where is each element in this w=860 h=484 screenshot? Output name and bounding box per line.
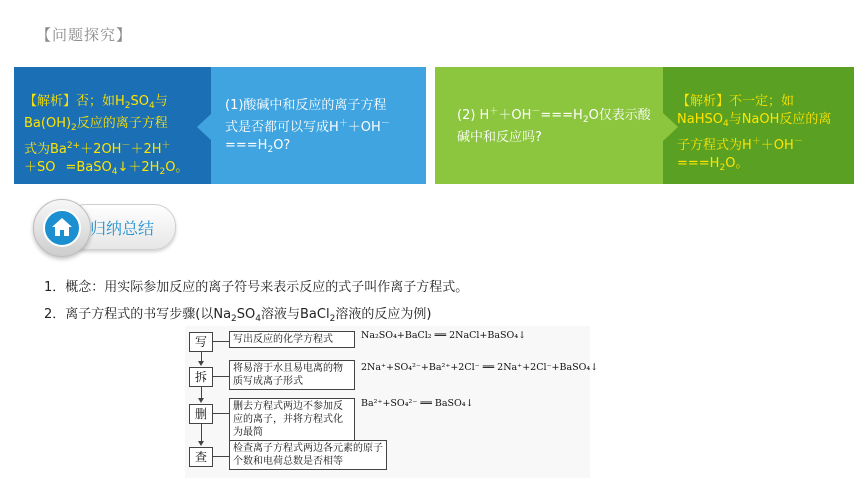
- blue-answer-line-3: 式为$Ba^{2+}+2OH^-+2H^+$: [24, 141, 171, 157]
- blue-answer-panel: [14, 67, 211, 184]
- step-write-desc: 写出反应的化学方程式: [229, 331, 355, 348]
- blue-answer-line-1: 【解析】否；如$H_2SO_4$与: [24, 94, 168, 111]
- step-split-equation: 2Na⁺+SO₄²⁻+Ba²⁺+2Cl⁻ ══ 2Na⁺+2Cl⁻+BaSO₄↓: [361, 362, 599, 373]
- step-write-key: 写: [189, 332, 213, 352]
- step-delete-equation: Ba²⁺+SO₄²⁻ ══ BaSO₄↓: [361, 398, 474, 409]
- blue-card-pointer: [197, 113, 212, 141]
- connector: [212, 413, 229, 414]
- blue-answer-line-4: $+SO =BaSO_4↓+2H_2O$。: [24, 160, 189, 177]
- green-answer-line-4: $===H_2O$。: [677, 156, 749, 173]
- summary-label: 归纳总结: [90, 219, 155, 238]
- section-title: 【问题探究】: [36, 26, 133, 44]
- flow-arrow: [198, 361, 204, 366]
- step-split-desc: 将易溶于水且易电离的物质写成离子形式: [229, 360, 355, 390]
- home-icon: [50, 215, 74, 239]
- steps-intro-line: 2．离子方程式的书写步骤(以$Na_2SO_4$溶液与BaCl$_2$溶液的反应为例): [44, 307, 432, 324]
- blue-question-panel: [211, 67, 426, 184]
- connector: [212, 341, 229, 342]
- step-delete-key: 删: [189, 404, 213, 424]
- green-answer-panel: [663, 67, 854, 184]
- green-card-pointer: [663, 113, 678, 141]
- blue-question-line-3: $===H_2O$?: [225, 138, 291, 155]
- step-delete-desc: 删去方程式两边不参加反应的离子，并将方程式化为最简: [229, 398, 355, 441]
- step-split-key: 拆: [189, 367, 213, 387]
- green-answer-line-1: 【解析】不一定；如: [677, 94, 795, 109]
- step-check-key: 查: [189, 447, 213, 467]
- flow-line: [201, 424, 202, 442]
- green-question-line-1: (2) $H^++OH^-===H_2O$仅表示酸: [457, 107, 651, 125]
- flow-arrow: [198, 441, 204, 446]
- ionic-equation-flowchart: [185, 326, 599, 478]
- concept-line: 1．概念：用实际参加反应的离子符号来表示反应的式子叫作离子方程式。: [44, 280, 469, 295]
- blue-question-line-2: 式是否都可以写成H＋＋OH－: [225, 119, 390, 135]
- flow-arrow: [198, 398, 204, 403]
- green-answer-line-3: 子方程式为H＋＋OH－: [677, 137, 803, 153]
- green-question-line-2: 碱中和反应吗?: [457, 130, 542, 145]
- green-question-panel: [435, 67, 663, 184]
- green-answer-line-2: NaHSO$_4$与NaOH反应的离: [677, 112, 832, 129]
- step-write-equation: Na₂SO₄+BaCl₂ ══ 2NaCl+BaSO₄↓: [361, 330, 527, 341]
- step-check-desc: 检查离子方程式两边各元素的原子个数和电荷总数是否相等: [229, 440, 387, 470]
- blue-answer-line-2: $Ba(OH)_2$反应的离子方程: [24, 116, 168, 133]
- connector: [212, 376, 229, 377]
- blue-question-line-1: (1)酸碱中和反应的离子方程: [225, 98, 387, 113]
- connector: [212, 456, 229, 457]
